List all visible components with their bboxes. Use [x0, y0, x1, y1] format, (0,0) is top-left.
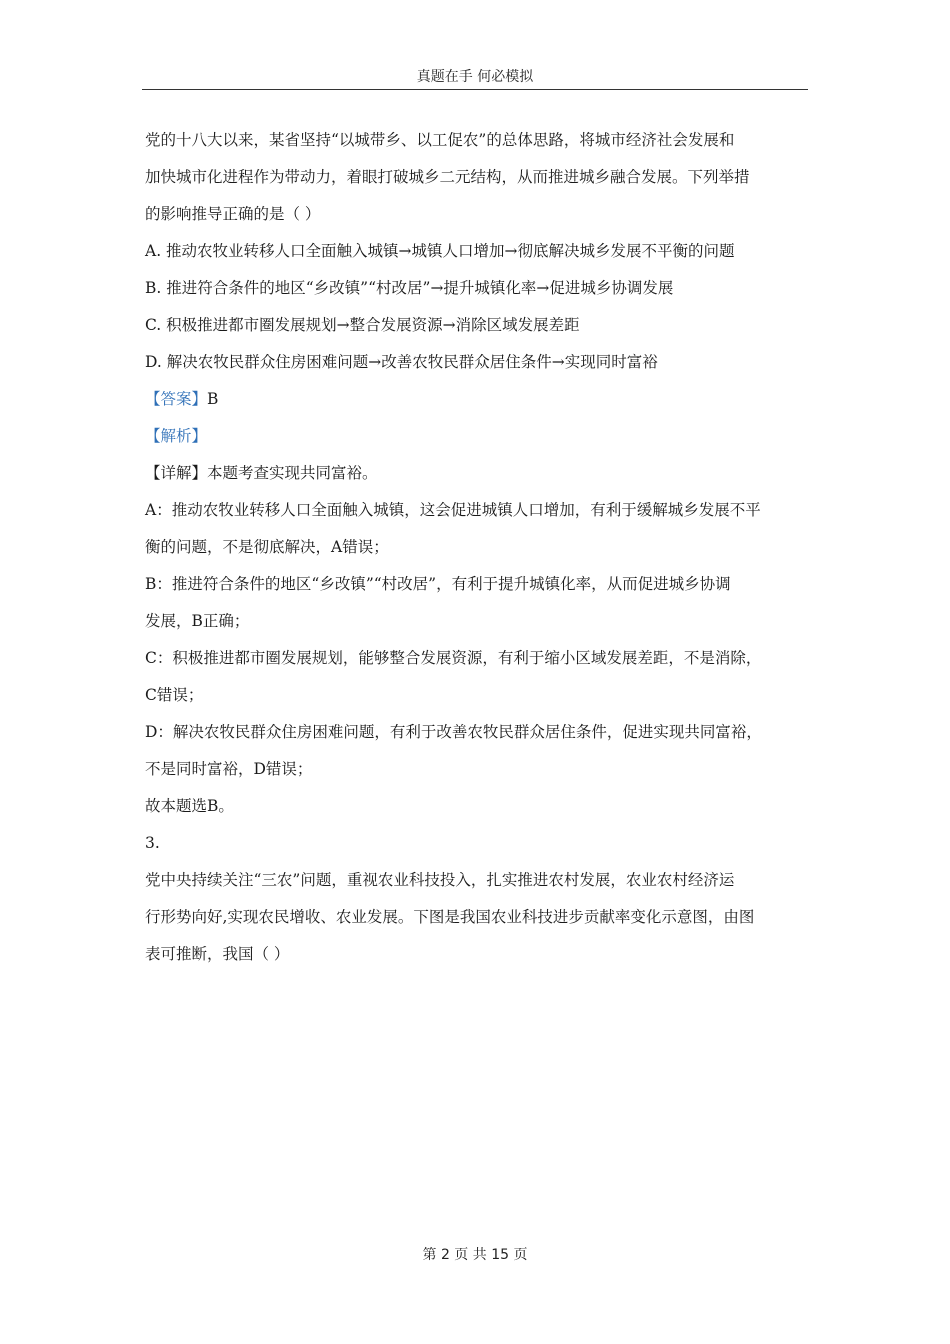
answer-value: B: [207, 390, 219, 408]
detail-tag: 【详解】: [145, 464, 208, 482]
page-footer: 第 2 页 共 15 页: [422, 1247, 528, 1263]
answer-tag: 【答案】: [145, 390, 208, 408]
header-divider: [142, 89, 808, 90]
q2-option-b: B. 推进符合条件的地区“乡改镇”“村改居”→提升城镇化率→促进城乡协调发展: [145, 279, 674, 297]
q2-detail-line: [145, 455, 815, 492]
q2-option-c: C. 积极推进都市圈发展规划→整合发展资源→消除区域发展差距: [145, 316, 580, 334]
q3-stem-line-3: 表可推断，我国（ ）: [145, 945, 290, 963]
q3-number: 3.: [145, 834, 160, 852]
q2-stem-line-1: 党的十八大以来，某省坚持“以城带乡、以工促农”的总体思路，将城市经济社会发展和: [145, 131, 735, 149]
q2-stem-line-2: 加快城市化进程作为带动力，着眼打破城乡二元结构，从而推进城乡融合发展。下列举措: [145, 168, 750, 186]
q2-option-d: D. 解决农牧民群众住房困难问题→改善农牧民群众居住条件→实现同时富裕: [145, 353, 658, 371]
q2-explanation-line-7: D：解决农牧民群众住房困难问题，有利于改善农牧民群众居住条件，促进实现共同富裕，: [145, 723, 762, 741]
q2-explanation-line-4: 发展，B正确；: [145, 612, 250, 630]
q2-explanation-line-3: B：推进符合条件的地区“乡改镇”“村改居”，有利于提升城镇化率，从而促进城乡协调: [145, 575, 731, 593]
q2-answer-line: [145, 381, 815, 418]
q3-stem-line-1: 党中央持续关注“三农”问题，重视农业科技投入，扎实推进农村发展，农业农村经济运: [145, 871, 735, 889]
q2-analysis-line: [145, 418, 815, 455]
page-content: [145, 122, 815, 973]
page-header: 真题在手 何必模拟: [416, 69, 534, 85]
q2-explanation-line-8: 不是同时富裕，D错误；: [145, 760, 313, 778]
analysis-tag: 【解析】: [145, 427, 208, 445]
q3-stem-line-2: 行形势向好,实现农民增收、农业发展。下图是我国农业科技进步贡献率变化示意图，由图: [145, 908, 755, 926]
q2-option-a: A. 推动农牧业转移人口全面触入城镇→城镇人口增加→彻底解决城乡发展不平衡的问题: [145, 242, 735, 260]
q2-explanation-line-1: A：推动农牧业转移人口全面触入城镇，这会促进城镇人口增加，有利于缓解城乡发展不平: [145, 501, 761, 519]
q2-stem-line-3: 的影响推导正确的是（ ）: [145, 205, 321, 223]
q2-explanation-line-9: 故本题选B。: [145, 797, 234, 815]
q2-explanation-line-6: C错误；: [145, 686, 204, 704]
q2-explanation-line-2: 衡的问题，不是彻底解决，A错误；: [145, 538, 389, 556]
q2-explanation-line-5: C：积极推进都市圈发展规划，能够整合发展资源，有利于缩小区域发展差距，不是消除，: [145, 649, 762, 667]
detail-text: 本题考查实现共同富裕。: [207, 464, 378, 482]
